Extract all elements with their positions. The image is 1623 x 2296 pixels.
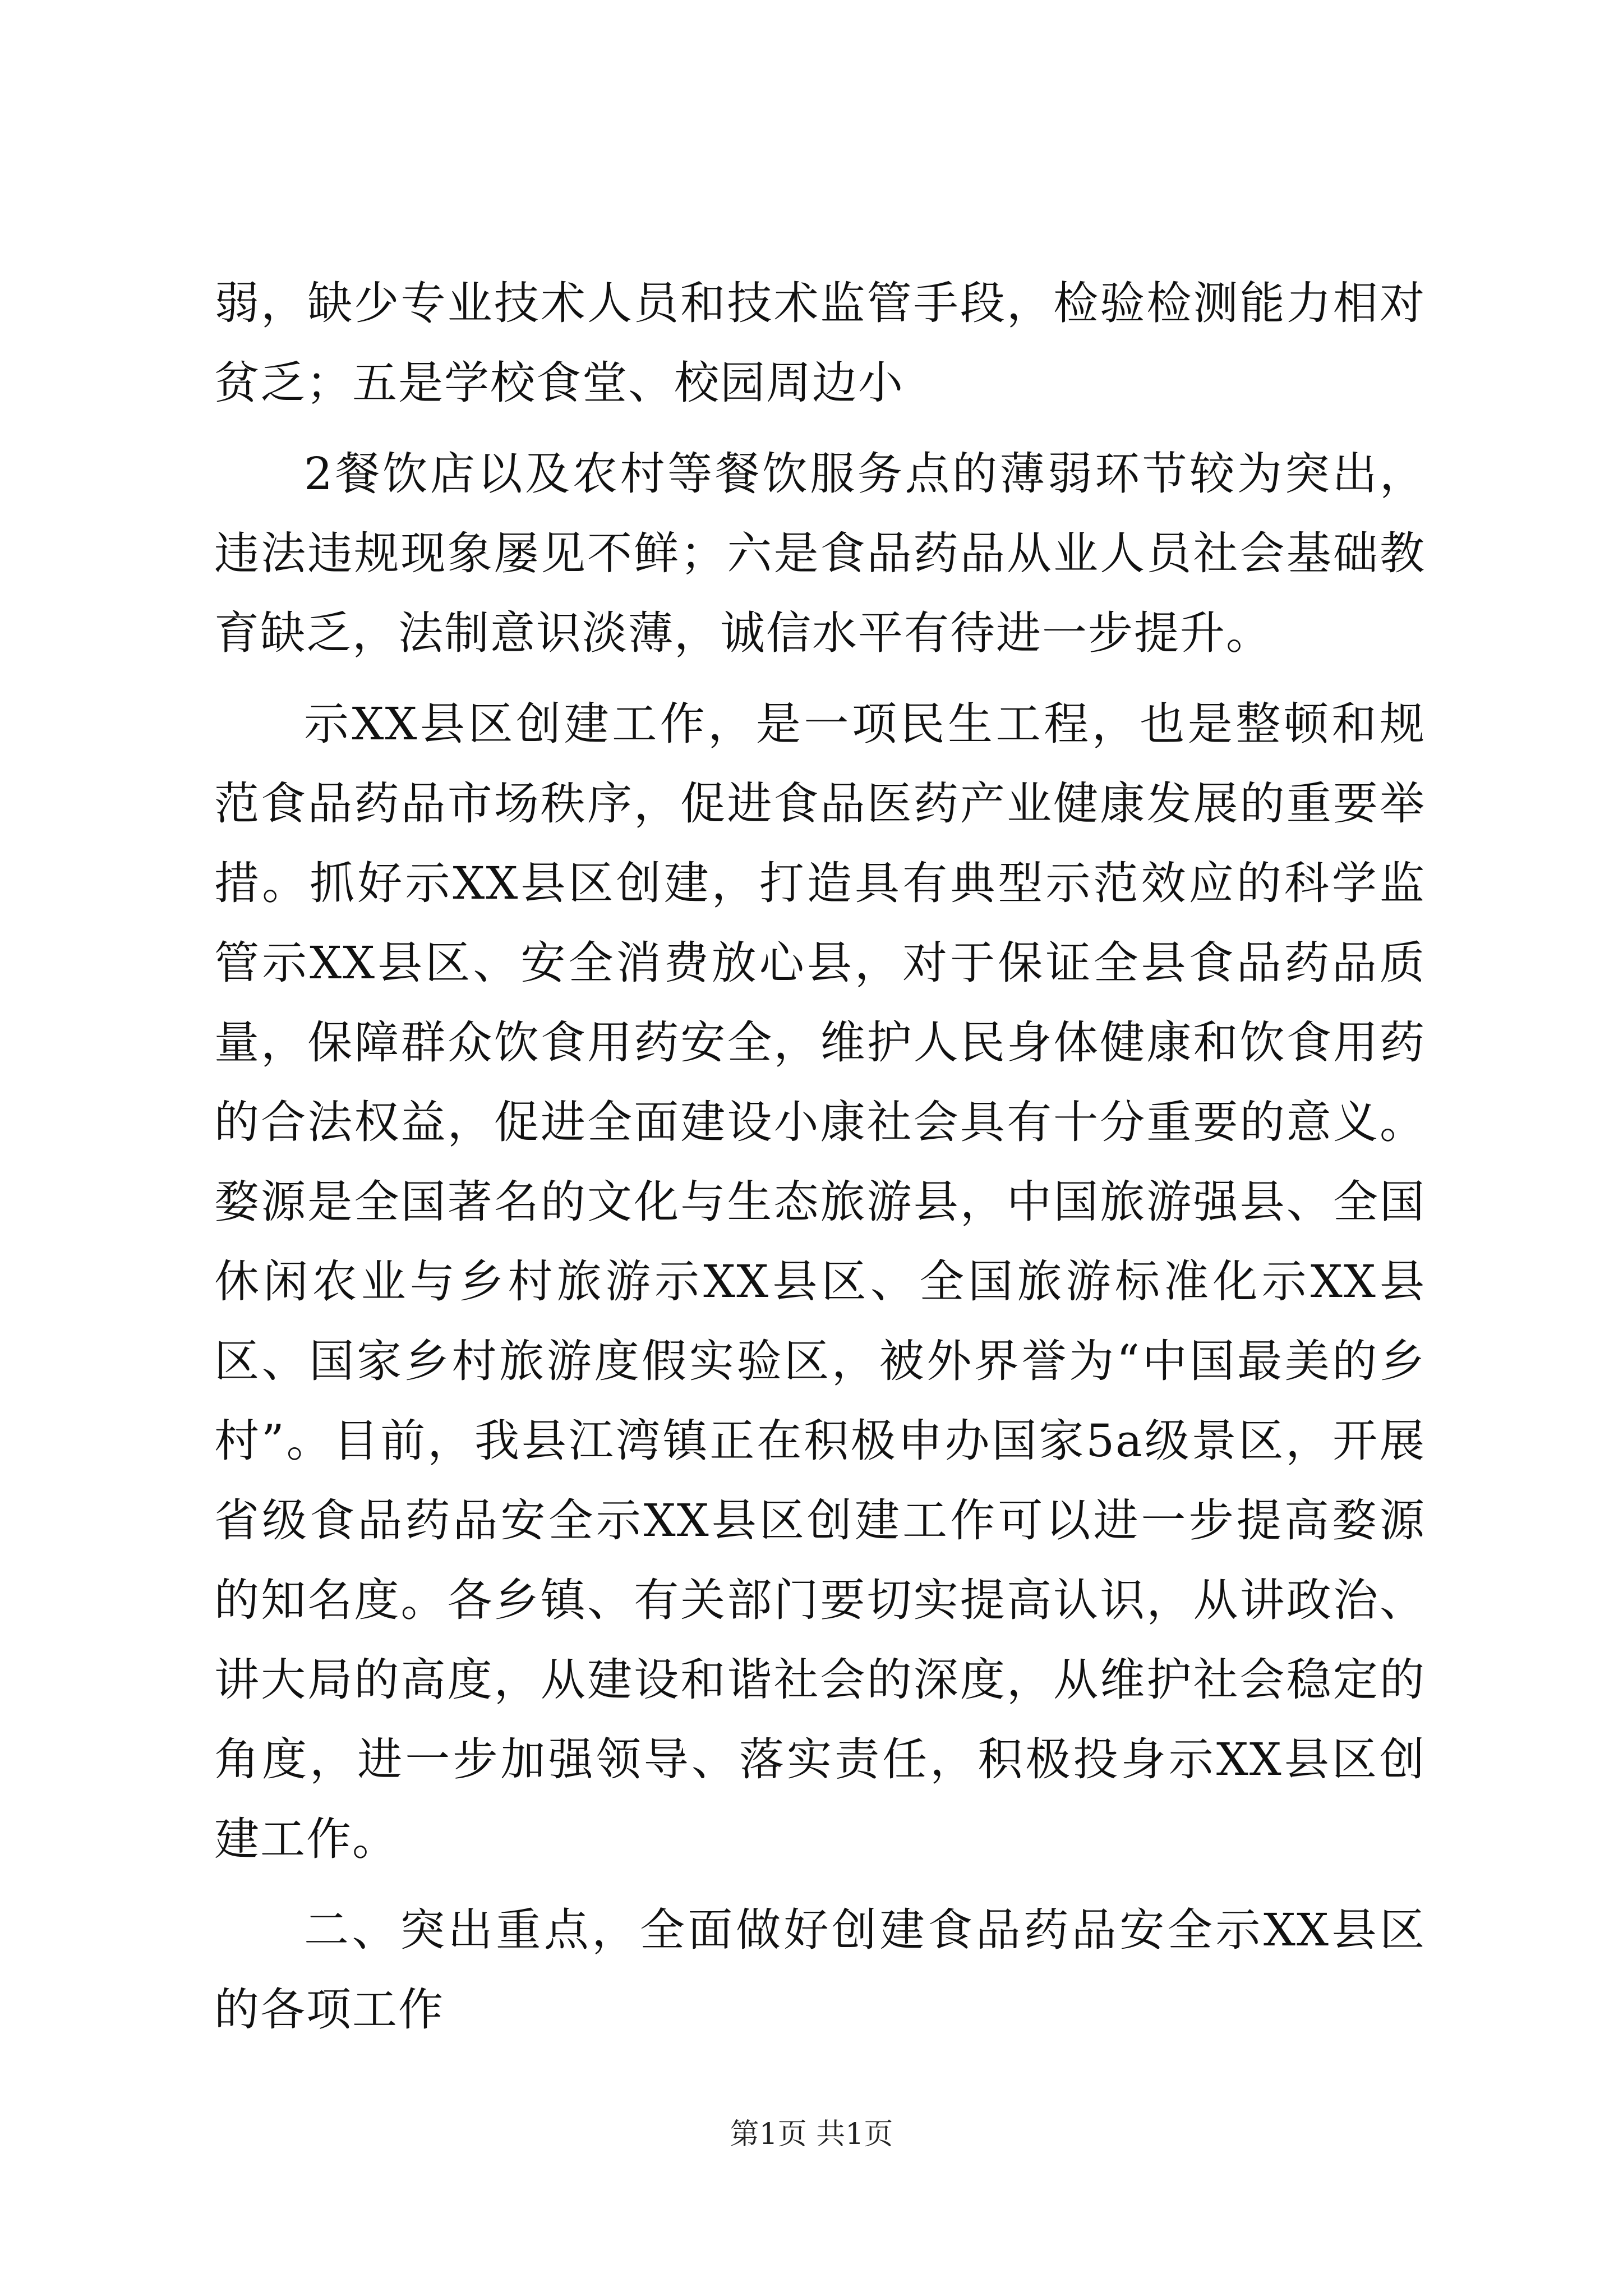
paragraph: 2餐饮店以及农村等餐饮服务点的薄弱环节较为突出，违法违规现象屡见不鲜；六是食品药品从业人员社会基础教育缺乏，法制意识淡薄，诚信水平有待进一步提升。 xyxy=(214,448,1426,659)
document-body xyxy=(214,264,1426,2050)
paragraph: 示XX县区创建工作，是一项民生工程，也是整顿和规范食品药品市场秩序，促进食品医药产业健康发展的重要举措。抓好示XX县区创建，打造具有典型示范效应的科学监管示XX县区、安全消费放心县，对于保证全县食品药品质量，保障群众饮食用药安全，维护人民身体健康和饮食用药的合法权益，促进全面建设小康社会具有十分重要的意义。婺源是全国著名的文化与生态旅游县，中国旅游强县、全国休闲农业与乡村旅游示XX县区、全国旅游标准化示XX县区、国家乡村旅游度假实验区，被外界誉为“中国最美的乡村”。目前，我县江湾镇正在积极申办国家5a级景区，开展省级食品药品安全示XX县区创建工作可以进一步提高婺源的知名度。各乡镇、有关部门要切实提高认识，从讲政治、讲大局的高度，从建设和谐社会的深度，从维护社会稳定的角度，进一步加强领导、落实责任，积极投身示XX县区创建工作。 xyxy=(214,698,1426,1865)
paragraph: 二、突出重点，全面做好创建食品药品安全示XX县区的各项工作 xyxy=(214,1904,1426,2036)
paragraph: 弱，缺少专业技术人员和技术监管手段，检验检测能力相对贫乏；五是学校食堂、校园周边小 xyxy=(214,277,1426,409)
page-footer: 第1页 共1页 xyxy=(730,2118,893,2151)
